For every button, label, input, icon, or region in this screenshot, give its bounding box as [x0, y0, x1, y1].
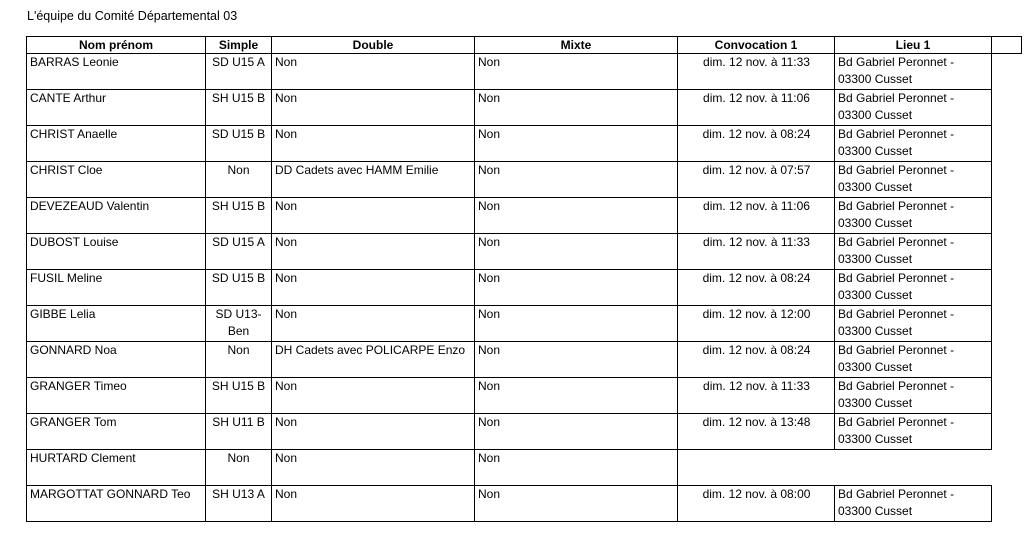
cell-nom-prenom: GRANGER Tom	[27, 414, 206, 450]
table-row	[27, 162, 1022, 198]
cell-lieu: Bd Gabriel Peronnet - 03300 Cusset	[835, 54, 992, 90]
cell-extra	[992, 342, 1022, 378]
cell-mixte: Non	[475, 90, 678, 126]
header-extra	[992, 37, 1022, 54]
cell-mixte: Non	[475, 126, 678, 162]
cell-double: Non	[272, 54, 475, 90]
table-row	[27, 90, 1022, 126]
cell-convocation: dim. 12 nov. à 11:33	[678, 54, 835, 90]
cell-nom-prenom: DUBOST Louise	[27, 234, 206, 270]
cell-lieu: Bd Gabriel Peronnet - 03300 Cusset	[835, 162, 992, 198]
cell-double: Non	[272, 234, 475, 270]
cell-extra	[992, 162, 1022, 198]
cell-convocation: dim. 12 nov. à 11:33	[678, 234, 835, 270]
cell-double: Non	[272, 306, 475, 342]
cell-mixte: Non	[475, 486, 678, 522]
cell-double: Non	[272, 450, 475, 486]
table-row	[27, 270, 1022, 306]
cell-convocation: dim. 12 nov. à 08:00	[678, 486, 835, 522]
cell-double: Non	[272, 378, 475, 414]
cell-nom-prenom: CANTE Arthur	[27, 90, 206, 126]
cell-convocation	[678, 450, 835, 486]
cell-lieu: Bd Gabriel Peronnet - 03300 Cusset	[835, 342, 992, 378]
team-roster-table	[26, 36, 1022, 522]
table-row	[27, 342, 1022, 378]
cell-nom-prenom: BARRAS Leonie	[27, 54, 206, 90]
cell-mixte: Non	[475, 234, 678, 270]
header-double: Double	[272, 37, 475, 54]
cell-simple: Non	[206, 162, 272, 198]
cell-convocation: dim. 12 nov. à 12:00	[678, 306, 835, 342]
cell-extra	[992, 234, 1022, 270]
table-row	[27, 306, 1022, 342]
cell-nom-prenom: HURTARD Clement	[27, 450, 206, 486]
table-row	[27, 378, 1022, 414]
cell-double: DH Cadets avec POLICARPE Enzo	[272, 342, 475, 378]
cell-extra	[992, 126, 1022, 162]
table-header-row	[27, 37, 1022, 54]
cell-simple: SD U15 B	[206, 126, 272, 162]
cell-mixte: Non	[475, 306, 678, 342]
table-row	[27, 126, 1022, 162]
cell-simple: Non	[206, 450, 272, 486]
header-lieu-1: Lieu 1	[835, 37, 992, 54]
table-row	[27, 450, 1022, 486]
cell-extra	[992, 54, 1022, 90]
cell-simple: SH U15 B	[206, 378, 272, 414]
cell-lieu: Bd Gabriel Peronnet - 03300 Cusset	[835, 198, 992, 234]
cell-convocation: dim. 12 nov. à 11:06	[678, 90, 835, 126]
cell-simple: SH U11 B	[206, 414, 272, 450]
cell-lieu: Bd Gabriel Peronnet - 03300 Cusset	[835, 378, 992, 414]
cell-simple: SH U15 B	[206, 198, 272, 234]
cell-simple: SD U15 A	[206, 54, 272, 90]
cell-double: Non	[272, 90, 475, 126]
cell-simple: SH U15 B	[206, 90, 272, 126]
cell-lieu: Bd Gabriel Peronnet - 03300 Cusset	[835, 126, 992, 162]
cell-mixte: Non	[475, 270, 678, 306]
table-body	[27, 54, 1022, 522]
cell-nom-prenom: MARGOTTAT GONNARD Teo	[27, 486, 206, 522]
cell-mixte: Non	[475, 54, 678, 90]
cell-simple: SD U15 B	[206, 270, 272, 306]
cell-nom-prenom: CHRIST Cloe	[27, 162, 206, 198]
cell-lieu: Bd Gabriel Peronnet - 03300 Cusset	[835, 306, 992, 342]
cell-double: Non	[272, 270, 475, 306]
table-row	[27, 414, 1022, 450]
cell-nom-prenom: CHRIST Anaelle	[27, 126, 206, 162]
cell-simple: Non	[206, 342, 272, 378]
cell-simple: SH U13 A	[206, 486, 272, 522]
cell-extra	[992, 198, 1022, 234]
cell-mixte: Non	[475, 342, 678, 378]
header-simple: Simple	[206, 37, 272, 54]
cell-double: Non	[272, 414, 475, 450]
cell-lieu: Bd Gabriel Peronnet - 03300 Cusset	[835, 486, 992, 522]
header-nom-prenom: Nom prénom	[27, 37, 206, 54]
cell-extra	[992, 270, 1022, 306]
cell-simple: SD U13-Ben	[206, 306, 272, 342]
cell-nom-prenom: GIBBE Lelia	[27, 306, 206, 342]
cell-lieu: Bd Gabriel Peronnet - 03300 Cusset	[835, 90, 992, 126]
cell-extra	[992, 450, 1022, 486]
cell-mixte: Non	[475, 450, 678, 486]
cell-double: DD Cadets avec HAMM Emilie	[272, 162, 475, 198]
cell-double: Non	[272, 126, 475, 162]
cell-mixte: Non	[475, 414, 678, 450]
cell-extra	[992, 378, 1022, 414]
cell-extra	[992, 306, 1022, 342]
table-row	[27, 486, 1022, 522]
cell-convocation: dim. 12 nov. à 13:48	[678, 414, 835, 450]
header-mixte: Mixte	[475, 37, 678, 54]
table-row	[27, 198, 1022, 234]
cell-mixte: Non	[475, 162, 678, 198]
header-convocation-1: Convocation 1	[678, 37, 835, 54]
cell-convocation: dim. 12 nov. à 08:24	[678, 270, 835, 306]
cell-extra	[992, 414, 1022, 450]
cell-nom-prenom: FUSIL Meline	[27, 270, 206, 306]
cell-simple: SD U15 A	[206, 234, 272, 270]
cell-double: Non	[272, 486, 475, 522]
table-row	[27, 234, 1022, 270]
cell-convocation: dim. 12 nov. à 08:24	[678, 342, 835, 378]
cell-convocation: dim. 12 nov. à 11:33	[678, 378, 835, 414]
cell-convocation: dim. 12 nov. à 08:24	[678, 126, 835, 162]
cell-double: Non	[272, 198, 475, 234]
cell-lieu: Bd Gabriel Peronnet - 03300 Cusset	[835, 234, 992, 270]
cell-convocation: dim. 12 nov. à 11:06	[678, 198, 835, 234]
document-title: L'équipe du Comité Départemental 03	[27, 9, 238, 23]
table-row	[27, 54, 1022, 90]
cell-nom-prenom: GONNARD Noa	[27, 342, 206, 378]
cell-nom-prenom: GRANGER Timeo	[27, 378, 206, 414]
cell-lieu: Bd Gabriel Peronnet - 03300 Cusset	[835, 270, 992, 306]
cell-mixte: Non	[475, 378, 678, 414]
cell-mixte: Non	[475, 198, 678, 234]
cell-lieu: Bd Gabriel Peronnet - 03300 Cusset	[835, 414, 992, 450]
cell-nom-prenom: DEVEZEAUD Valentin	[27, 198, 206, 234]
cell-extra	[992, 486, 1022, 522]
cell-extra	[992, 90, 1022, 126]
cell-lieu	[835, 450, 992, 486]
cell-convocation: dim. 12 nov. à 07:57	[678, 162, 835, 198]
